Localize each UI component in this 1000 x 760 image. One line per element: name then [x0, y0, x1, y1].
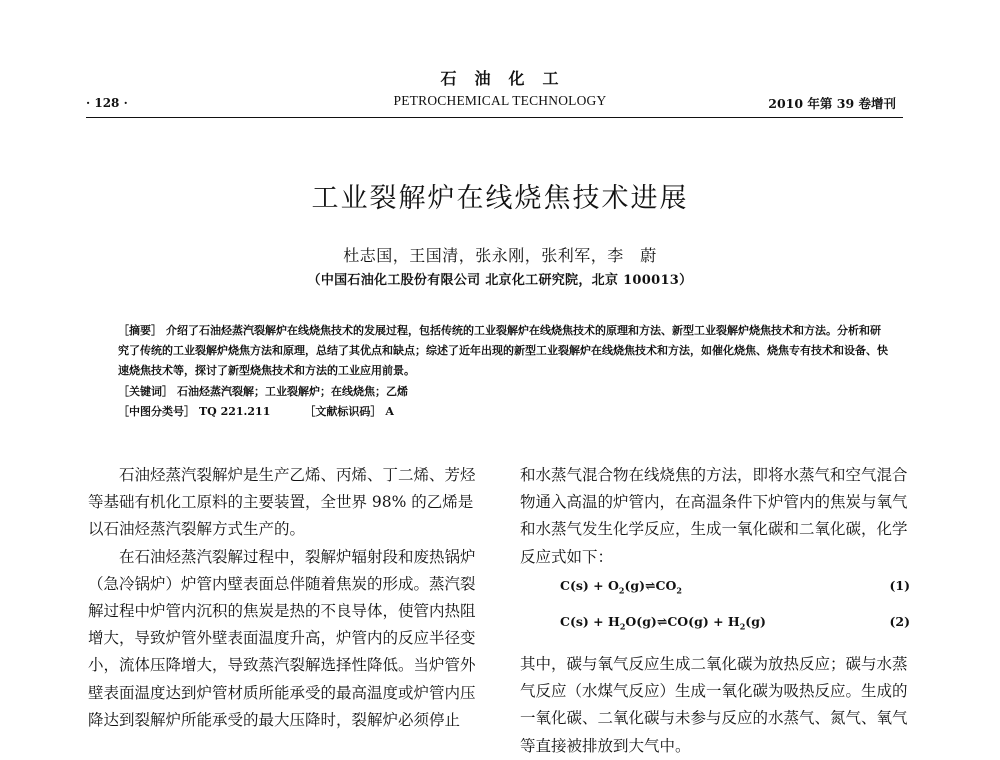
equation-number: (1) — [889, 578, 910, 593]
authors: 杜志国，王国清，张永刚，张利军，李 蔚 — [343, 246, 657, 265]
clc-code: TQ 221.211 — [199, 404, 271, 418]
issue-info: 2010 年第 39 卷增刊 — [768, 96, 896, 111]
body-paragraph: 和水蒸气混合物在线烧焦的方法，即将水蒸气和空气混合物通入高温的炉管内，在高温条件下炉管内的焦炭与氧气和水蒸气发生化学反应，生成一氧化碳和二氧化碳，化学反应式如下： — [520, 466, 908, 566]
abstract-paragraph — [118, 321, 888, 382]
classification-line — [118, 402, 888, 422]
doc-code: A — [385, 404, 394, 418]
doc-code-label: ［文献标识码］ — [304, 404, 382, 418]
abstract-label: ［摘要］ — [118, 324, 162, 337]
abstract-block — [118, 321, 888, 422]
header-rule — [86, 117, 903, 118]
equation-number: (2) — [889, 614, 910, 629]
journal-name-cn: 石 油 化 工 — [440, 69, 560, 88]
equation-text: $C(s) + H_2O(g)\rightleftharpoons CO(g) + H_2(g)$ — [560, 614, 766, 632]
page-number: · 128 · — [86, 96, 128, 110]
body-column-right-bottom — [520, 651, 912, 760]
equation-2 — [560, 614, 910, 632]
body-column-right-top — [520, 462, 912, 571]
affiliation: （中国石油化工股份有限公司 北京化工研究院，北京 100013） — [307, 273, 693, 288]
body-paragraph: 在石油烃蒸汽裂解过程中，裂解炉辐射段和废热锅炉（急冷锅炉）炉管内壁表面总伴随着焦炭的形成。蒸汽裂解过程中炉管内沉积的焦炭是热的不良导体，使管内热阻增大，导致炉管外壁表面温度升高，炉管内的反应半径变小，流体压降增大，导致蒸汽裂解选择性降低。当炉管外壁表面温度达到炉管材质所能承受的最高温度或炉管内压降达到裂解炉所能承受的最大压降时，裂解炉必须停止 — [88, 547, 476, 729]
keywords-label: ［关键词］ — [118, 384, 173, 398]
clc-label: ［中图分类号］ — [118, 404, 195, 418]
equation-text: $C(s) + O_2(g)\rightleftharpoons CO_2$ — [560, 578, 682, 596]
body-paragraph: 其中，碳与氧气反应生成二氧化碳为放热反应；碳与水蒸气反应（水煤气反应）生成一氧化碳为吸热反应。生成的一氧化碳、二氧化碳与未参与反应的水蒸气、氮气、氧气等直接被排放到大气中。 — [520, 655, 908, 755]
keywords-line — [118, 382, 888, 402]
journal-name-en: PETROCHEMICAL TECHNOLOGY — [393, 93, 607, 108]
body-paragraph: 石油烃蒸汽裂解炉是生产乙烯、丙烯、丁二烯、芳烃等基础有机化工原料的主要装置，全世界 98% 的乙烯是以石油烃蒸汽裂解方式生产的。 — [88, 466, 476, 539]
keywords-text: 石油烃蒸汽裂解；工业裂解炉；在线烧焦；乙烯 — [177, 384, 408, 398]
article-title: 工业裂解炉在线烧焦技术进展 — [311, 183, 689, 214]
abstract-text: 介绍了石油烃蒸汽裂解炉在线烧焦技术的发展过程，包括传统的工业裂解炉在线烧焦技术的原理和方法、新型工业裂解炉烧焦技术和方法。分析和研究了传统的工业裂解炉烧焦方法和原理，总结了其优点和缺点；综述了近年出现的新型工业裂解炉在线烧焦技术和方法，如催化烧焦、烧焦专有技术和设备、快速烧焦技术等，探讨了新型烧焦技术和方法的工业应用前景。 — [118, 324, 888, 378]
body-column-left — [88, 462, 488, 734]
equation-1 — [560, 578, 910, 596]
